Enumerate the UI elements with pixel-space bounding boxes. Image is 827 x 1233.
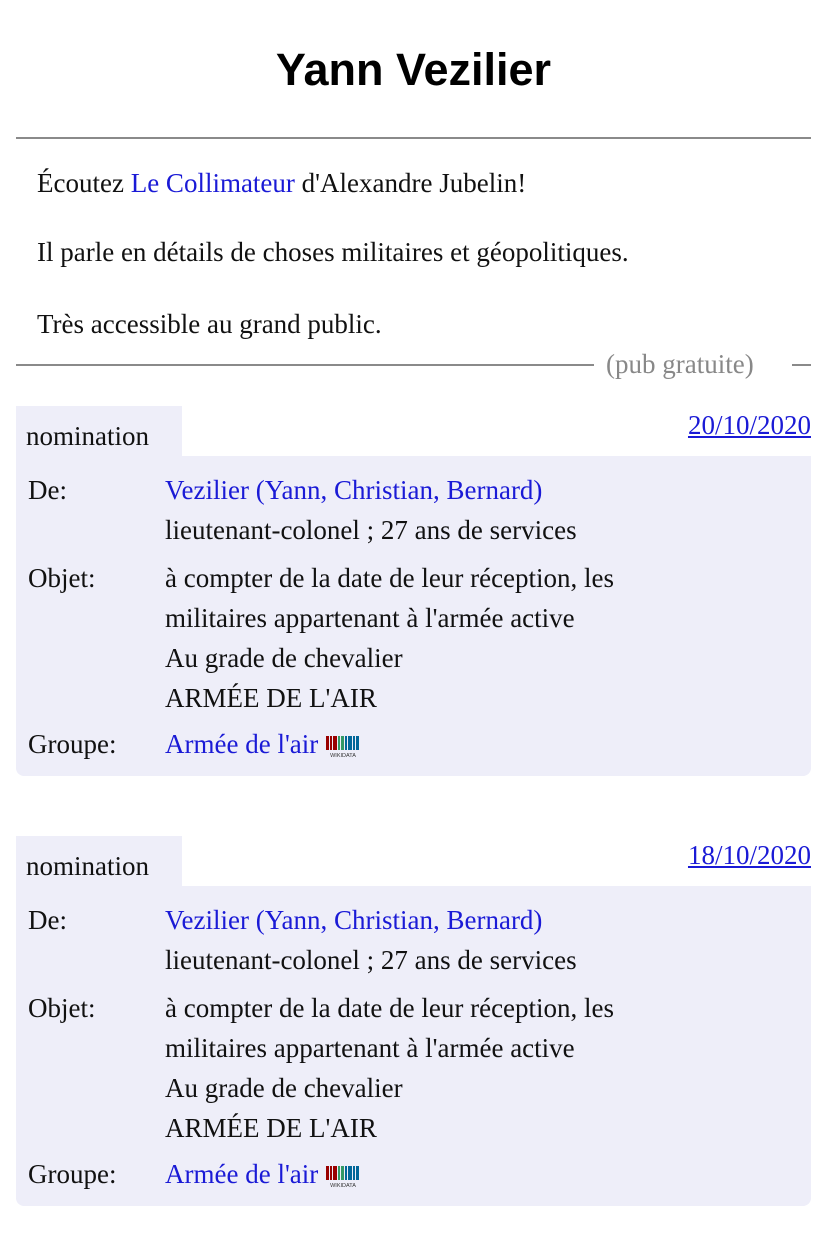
de-label: De:	[28, 475, 67, 505]
entry-type-tab: nomination	[16, 836, 182, 886]
promo-line-2: Il parle en détails de choses militaires et géopolitiques.	[37, 237, 629, 267]
objet-label: Objet:	[28, 993, 96, 1023]
collimateur-link[interactable]: Le Collimateur	[130, 168, 295, 198]
promo-prefix: Écoutez	[37, 168, 131, 198]
entry-details	[16, 886, 811, 1206]
objet-line: ARMÉE DE L'AIR	[165, 1113, 377, 1143]
groupe-value	[165, 1154, 360, 1194]
pub-divider	[16, 347, 811, 381]
group-link[interactable]: Armée de l'air	[165, 729, 319, 759]
wikidata-icon[interactable]	[326, 1166, 360, 1188]
person-detail: lieutenant-colonel ; 27 ans de services	[165, 515, 577, 545]
entry-type-tab: nomination	[16, 406, 182, 456]
wikidata-icon[interactable]	[326, 736, 360, 758]
entry-details	[16, 456, 811, 776]
wikidata-caption: WIKIDATA	[330, 1182, 357, 1188]
wikidata-caption: WIKIDATA	[330, 752, 357, 758]
person-name-link[interactable]: Vezilier (Yann, Christian, Bernard)	[165, 905, 543, 935]
groupe-label: Groupe:	[28, 729, 117, 759]
groupe-value	[165, 724, 360, 764]
groupe-label: Groupe:	[28, 1159, 117, 1189]
objet-line: ARMÉE DE L'AIR	[165, 683, 377, 713]
objet-line: Au grade de chevalier	[165, 643, 403, 673]
promo-suffix: d'Alexandre Jubelin!	[294, 168, 527, 198]
header-divider	[16, 137, 811, 139]
objet-label: Objet:	[28, 563, 96, 593]
objet-line: Au grade de chevalier	[165, 1073, 403, 1103]
person-name-link[interactable]: Vezilier (Yann, Christian, Bernard)	[165, 475, 543, 505]
page-title: Yann Vezilier	[275, 44, 552, 95]
pub-rule-left	[16, 364, 594, 366]
pub-rule-right	[792, 364, 811, 366]
entry-date-link[interactable]: 20/10/2020	[687, 410, 811, 440]
entry-date-link[interactable]: 18/10/2020	[687, 840, 811, 870]
objet-line: à compter de la date de leur réception, les	[165, 563, 615, 593]
objet-line: militaires appartenant à l'armée active	[165, 603, 575, 633]
de-label: De:	[28, 905, 67, 935]
objet-line: à compter de la date de leur réception, les	[165, 993, 615, 1023]
person-detail: lieutenant-colonel ; 27 ans de services	[165, 945, 577, 975]
group-link[interactable]: Armée de l'air	[165, 1159, 319, 1189]
promo-line-1	[37, 166, 526, 200]
promo-line-3: Très accessible au grand public.	[37, 309, 382, 339]
objet-line: militaires appartenant à l'armée active	[165, 1033, 575, 1063]
pub-label: (pub gratuite)	[606, 349, 754, 379]
